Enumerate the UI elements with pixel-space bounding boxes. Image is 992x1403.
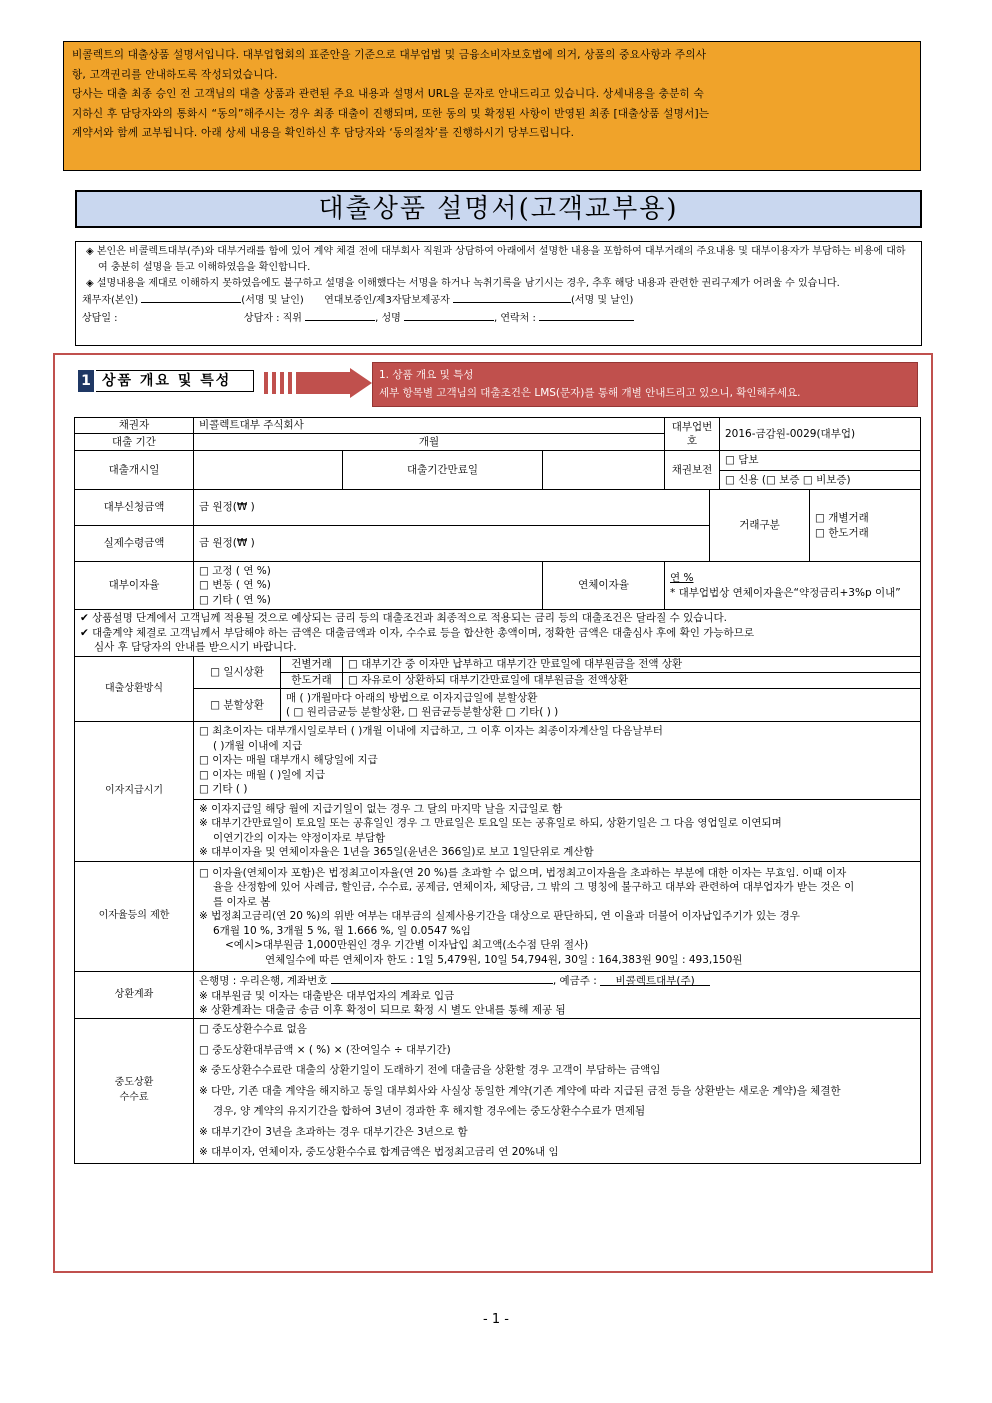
notice-line: 비콜렉트의 대출상품 설명서입니다. 대부업협회의 표준안을 기준으로 대부업법 및 금융소비자보호법에 의거, 상품의 중요사항과 주의사 [72,49,707,61]
creditor-value: 비콜렉트대부 주식회사 [194,418,665,434]
limit-line: <예시>대부원금 1,000만원인 경우 기간별 이자납입 최고액(소수점 단위 절사) [225,939,589,952]
received-amount-field[interactable]: 금 원정(₩ ) [194,526,710,562]
consent-bullet: ◈ 설명내용을 제대로 이해하지 못하였음에도 불구하고 설명을 이해했다는 서명을 하거나 녹취기록을 남기시는 경우, 추후 해당 내용과 관련한 권리구제가 어려울 수 있습니다. [86,277,840,289]
limit-line: □ 이자율(연체이자 포함)은 법정최고이자율(연 20 %)를 초과할 수 없으며, 법정최고이자율을 초과하는 부분에 대한 이자는 무효임. 이때 이자 [199,866,847,879]
notice-line: 항, 고객권리를 안내하도록 작성되었습니다. [72,68,278,81]
callout-text: 세부 항목별 고객님의 대출조건은 LMS(문자)를 통해 개별 안내드리고 있으니, 확인해주세요. [379,387,801,399]
contact-label: , 연락처 : [494,313,536,325]
section-number: 1 [78,370,94,392]
note-line: 심사 후 담당자의 안내를 받으시기 바랍니다. [94,641,297,654]
start-date-label: 대출개시일 [75,451,194,490]
interest-note: 이연기간의 이자는 약정이자로 부담함 [213,831,386,844]
received-amount-label: 실제수령금액 [75,526,194,562]
fee-note: 경우, 양 계약의 유지기간을 합하여 3년이 경과한 후 해지할 경우에는 중도상환수수료가 면제됨 [213,1105,646,1117]
interest-note: ※ 대부이자율 및 연체이자율은 1년을 365일(윤년은 366일)로 보고 1일단위로 계산함 [199,846,594,858]
notice-box [63,41,921,171]
holder-value: 비콜렉트대부(주) [600,974,710,986]
staff-name-label: , 성명 [375,313,401,325]
fee-note: ※ 대부기간이 3년을 초과하는 경우 대부기간은 3년으로 함 [199,1125,468,1138]
account-note: ※ 대부원금 및 이자는 대출받은 대부업자의 계좌로 입금 [199,989,455,1002]
repay-method-label: 대출상환방식 [75,657,194,722]
start-date-field[interactable] [194,451,343,490]
installment-desc[interactable] [281,689,921,722]
signature-row [82,291,915,309]
overdue-rate-label: 연체이자율 [543,562,665,610]
rate-other-checkbox[interactable]: □ 기타 ( 연 %) [199,593,271,606]
note-line: ✔ 상품설명 단계에서 고객님께 적용될 것으로 예상되는 금리 등의 대출조건과 최종적으로 적용되는 금리 등의 대출조건은 달라질 수 있습니다. [80,612,728,625]
end-date-label: 대출기간만료일 [343,451,543,490]
deal-individual-checkbox[interactable]: □ 개별거래 [815,512,869,524]
overdue-rate-value[interactable]: 연 % [670,572,694,584]
sign-label: (서명 및 날인) [241,295,304,307]
installment-line: 매 ( )개월마다 아래의 방법으로 이자지급일에 분할상환 [286,691,538,704]
contact-field[interactable] [539,309,634,321]
consent-bullet: ◈ 본인은 비콜렉트대부(주)와 대부거래를 함에 있어 계약 체결 전에 대부회사 직원과 상담하여 아래에서 설명한 내용을 포함하여 대부거래의 주요내용 및 대부이용자가 부담하는 비용에 대하여 충분히 설명을 듣고 이해하였음을 확인합니다. [86,246,906,273]
holder-label: , 예금주 : [552,975,597,988]
fee-option[interactable]: □ 중도상환대부금액 × ( %) × (잔여일수 ÷ 대부기간) [199,1043,451,1056]
deal-type-options[interactable] [810,490,921,562]
rate-limit-label: 이자율등의 제한 [75,862,194,972]
notes-cell [75,610,921,657]
fee-note: ※ 대부이자, 연체이자, 중도상환수수료 합계금액은 법정최고금리 연 20%내 임 [199,1146,559,1158]
interest-option[interactable]: □ 최초이자는 대부개시일로부터 ( )개월 이내에 지급하고, 그 이후 이자는 최종이자계산일 다음날부터 [199,725,663,738]
fee-option[interactable]: □ 중도상환수수료 없음 [199,1023,307,1035]
apply-amount-field[interactable]: 금 원정(₩ ) [194,490,710,526]
end-date-field[interactable] [543,451,665,490]
loan-terms-table [74,417,921,1164]
interest-option[interactable]: □ 이자는 매월 대부개시 해당일에 지급 [199,754,378,767]
period-value[interactable]: 개월 [194,434,665,451]
section-title: 상품 개요 및 특성 [96,370,254,392]
limit-line: 율을 산정함에 있어 사례금, 할인금, 수수료, 공제금, 연체이자, 체당금, 그 밖의 그 명칭에 불구하고 대부와 관련하여 대부업자가 받는 것은 이 [213,881,855,894]
notice-line: 지하신 후 담당자와의 통화시 “동의”해주시는 경우 최종 대출이 진행되며, 또한 동의 및 확정된 사항이 반영된 최종 [대출상품 설명서]는 [72,107,710,120]
creditor-label: 채권자 [75,418,194,434]
installment-line[interactable]: ( □ 원리금균등 분할상환, □ 원금균등분할상환 □ 기타( ) ) [286,706,559,718]
security-label: 채권보전 [665,451,720,490]
lump-sum-checkbox[interactable]: □ 일시상환 [194,657,281,689]
interest-note: ※ 대부기간만료일이 토요일 또는 공휴일인 경우 그 만료일은 토요일 또는 공휴일로 하되, 상환기일은 그 다음 영업일로 이연되며 [199,817,782,829]
lump-limit-desc[interactable]: □ 자유로이 상환하되 대부기간만료일에 대부원금을 전액상환 [343,673,921,689]
lump-individual-desc[interactable]: □ 대부기간 중 이자만 납부하고 대부기간 만료일에 대부원금을 전액 상환 [343,657,921,673]
notice-line: 당사는 대출 최종 승인 전 고객님의 대출 상품과 관련된 주요 내용과 설명서 URL을 문자로 안내드리고 있습니다. 상세내용을 충분히 숙 [72,88,704,100]
overdue-rate-note: * 대부업법상 연체이자율은“약정금리+3%p 이내” [670,586,901,599]
callout-heading: 1. 상품 개요 및 특성 [379,369,474,381]
document-title: 대출상품 설명서(고객교부용) [75,190,922,228]
apply-amount-label: 대부신청금액 [75,490,194,526]
section-callout [372,362,918,407]
security-collateral[interactable]: □ 담보 [720,451,921,471]
limit-line: 를 이자로 봄 [213,895,271,908]
overdue-rate-field[interactable] [665,562,921,610]
fee-note: ※ 중도상환수수료란 대출의 상환기일이 도래하기 전에 대출금을 상환할 경우 고객이 부담하는 금액임 [199,1064,661,1076]
page-number: - 1 - [483,1312,509,1327]
rate-limit-text [194,862,921,972]
name-field[interactable] [404,309,494,321]
installment-checkbox[interactable]: □ 분할상환 [194,689,281,722]
guarantor-label: 연대보증인/제3자담보제공자 [324,295,450,307]
interest-timing-label: 이자지급시기 [75,722,194,862]
rate-fixed-checkbox[interactable]: □ 고정 ( 연 %) [199,564,271,577]
arrow-right-icon [264,368,376,398]
limit-line: ※ 법정최고금리(연 20 %)의 위반 여부는 대부금의 실제사용기간을 대상으로 판단하되, 연 이율과 더불어 이자납입주기가 있는 경우 [199,910,800,923]
lump-individual-label: 건별거래 [281,657,343,673]
guarantor-sign-field[interactable] [453,291,571,303]
sign-label: (서명 및 날인) [570,295,634,307]
interest-option[interactable]: □ 이자는 매월 ( )일에 지급 [199,768,326,781]
debtor-sign-field[interactable] [141,291,241,303]
fee-note: ※ 다만, 기존 대출 계약을 해지하고 동일 대부회사와 사실상 동일한 계약(기존 계약에 따라 지급된 금전 등을 상환받는 새로운 계약)을 체결한 [199,1084,841,1097]
deal-limit-checkbox[interactable]: □ 한도거래 [815,526,869,539]
account-number-field[interactable] [331,972,553,984]
staff-position-label: 상담자 : 직위 [243,313,302,325]
reg-label: 대부업번호 [665,418,720,451]
interest-options[interactable] [194,722,921,800]
limit-line: 연체일수에 따른 연체이자 한도 : 1일 5,479원, 10일 54,794원, 30일 : 164,383원 90일 : 493,150원 [265,953,743,966]
interest-option: ( )개월 이내에 지급 [213,739,303,752]
lump-limit-label: 한도거래 [281,673,343,689]
deal-type-label: 거래구분 [710,490,810,562]
interest-note: ※ 이자지급일 해당 월에 지급기일이 없는 경우 그 달의 마지막 날을 지급일로 함 [199,802,563,815]
period-label: 대출 기간 [75,434,194,451]
limit-line: 6개월 10 %, 3개월 5 %, 월 1.666 %, 일 0.0547 %임 [213,924,471,937]
fee-label-line: 수수료 [119,1091,149,1103]
account-row [199,972,915,989]
rate-label: 대부이자율 [75,562,194,610]
rate-options[interactable] [194,562,543,610]
account-note: ※ 상환계좌는 대출금 송금 이후 확정이 되므로 확정 시 별도 안내를 통해 제공 됨 [199,1004,566,1017]
consultant-row [82,309,915,327]
bank-name: 은행명 : 우리은행, 계좌번호 [199,975,328,988]
note-line: ✔ 대출계약 체결로 고객님께서 부담해야 하는 금액은 대출금액과 이자, 수수료 등을 합산한 총액이며, 정확한 금액은 대출심사 후에 확인 가능하므로 [80,626,754,639]
rate-variable-checkbox[interactable]: □ 변동 ( 연 %) [199,579,271,592]
early-repay-fee-label [75,1019,194,1164]
consult-date-label: 상담일 : [82,313,118,325]
fee-label-line: 중도상환 [114,1077,154,1089]
account-info [194,972,921,1019]
early-repay-fee-text[interactable] [194,1019,921,1164]
debtor-label: 채무자(본인) [82,295,139,307]
position-field[interactable] [305,309,375,321]
reg-value: 2016-금감원-0029(대부업) [720,418,921,451]
notice-line: 계약서와 함께 교부됩니다. 아래 상세 내용을 확인하신 후 담당자와 ‘동의절차’를 진행하시기 당부드립니다. [72,127,575,139]
consent-box [75,241,922,346]
account-label: 상환계좌 [75,972,194,1019]
security-credit[interactable]: □ 신용 (□ 보증 □ 비보증) [720,471,921,490]
interest-notes [194,800,921,862]
interest-option[interactable]: □ 기타 ( ) [199,783,248,796]
